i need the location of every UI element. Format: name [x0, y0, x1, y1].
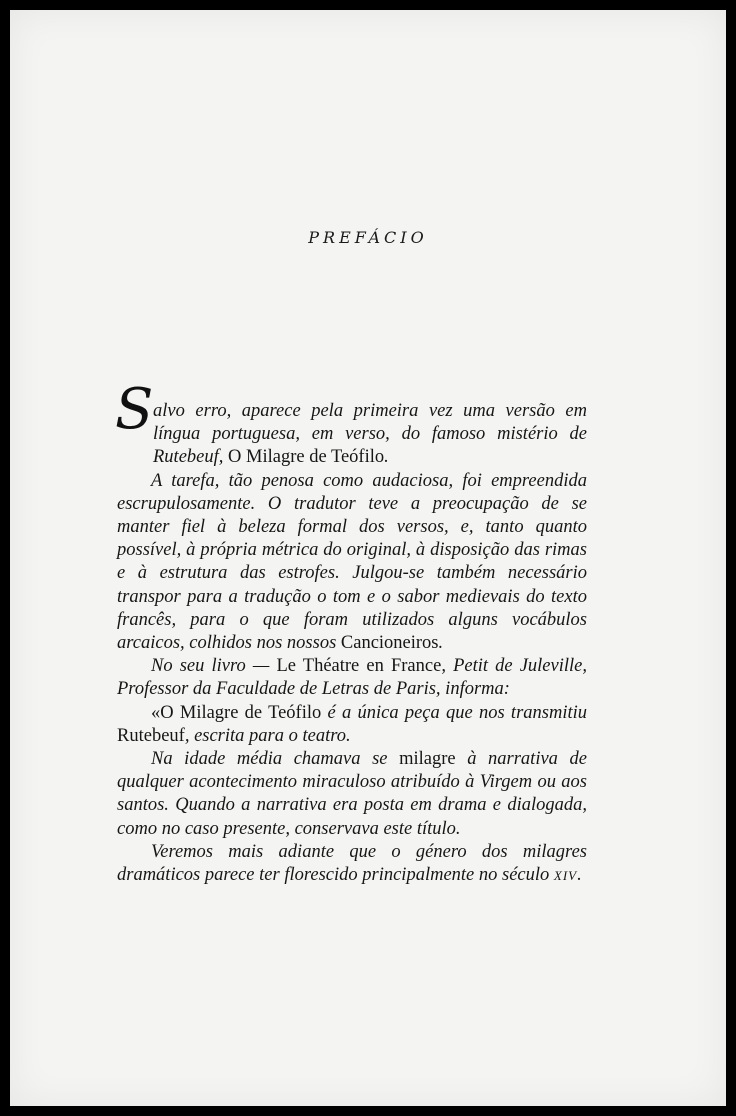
author-name: Rutebeuf: [117, 725, 185, 746]
cancioneiros: Cancioneiros: [340, 633, 439, 654]
preface-body: [115, 377, 587, 887]
work-title-quoted: O Milagre de Teófilo: [160, 702, 322, 723]
paragraph-6: [117, 841, 587, 887]
paragraph-3-text-b: , Petit de Juleville, Professor da Faculdade de Letras de Paris, informa:: [117, 656, 587, 700]
paragraph-2: [117, 470, 587, 656]
paragraph-1-text-b: .: [384, 447, 389, 468]
open-quote: «: [151, 702, 161, 723]
paragraph-4: [117, 702, 587, 748]
paragraph-5: [117, 748, 587, 841]
book-page: [10, 10, 726, 1106]
century-numeral: XIV: [553, 868, 578, 884]
paragraph-2-text-b: .: [438, 633, 444, 654]
paragraph-6-text-b: .: [577, 865, 582, 886]
milagre-term: milagre: [399, 749, 456, 770]
paragraph-5-text-a: Na idade média chamava se: [151, 749, 400, 770]
paragraph-6-text-a: Veremos mais adiante que o género dos milagres dramáticos parece ter florescido principalmente no século: [117, 841, 587, 886]
drop-cap: S: [115, 377, 154, 442]
paragraph-2-text: A tarefa, tão penosa como audaciosa, foi empreendida escrupulosamente. O tradutor teve a preocupação de se manter fiel à beleza formal dos versos, e, tanto quanto possível, à própria métrica do original, à disposição das rimas e à estrutura das estrofes. Julgou-se também necessário transpor para a tradução o tom e o sabor medievais do texto francês, para o que foram utilizados alguns vocábulos arcaicos, colhidos nos nossos: [117, 470, 587, 654]
paragraph-1-text-a: alvo erro, aparece pela primeira vez uma versão em língua portuguesa, em verso, do famoso mistério de Rutebeuf,: [153, 401, 587, 468]
paragraph-3-text-a: No seu livro —: [151, 656, 277, 677]
paragraph-4-text-a: é a única peça que nos transmitiu: [321, 702, 587, 723]
paragraph-1: [115, 377, 587, 470]
paragraph-4-text-b: , escrita para o teatro.: [184, 725, 351, 746]
paragraph-3: [117, 655, 587, 701]
paragraph-5-text-b: à narrativa de qualquer acontecimento miraculoso atribuído à Virgem ou aos santos. Quando a narrativa era posta em drama e dialogada, como no caso presente, conservava este título.: [117, 749, 587, 839]
page-title: PREFÁCIO: [308, 228, 428, 247]
book-title: Le Théatre en France: [276, 656, 442, 677]
work-title: O Milagre de Teófilo: [228, 447, 385, 468]
